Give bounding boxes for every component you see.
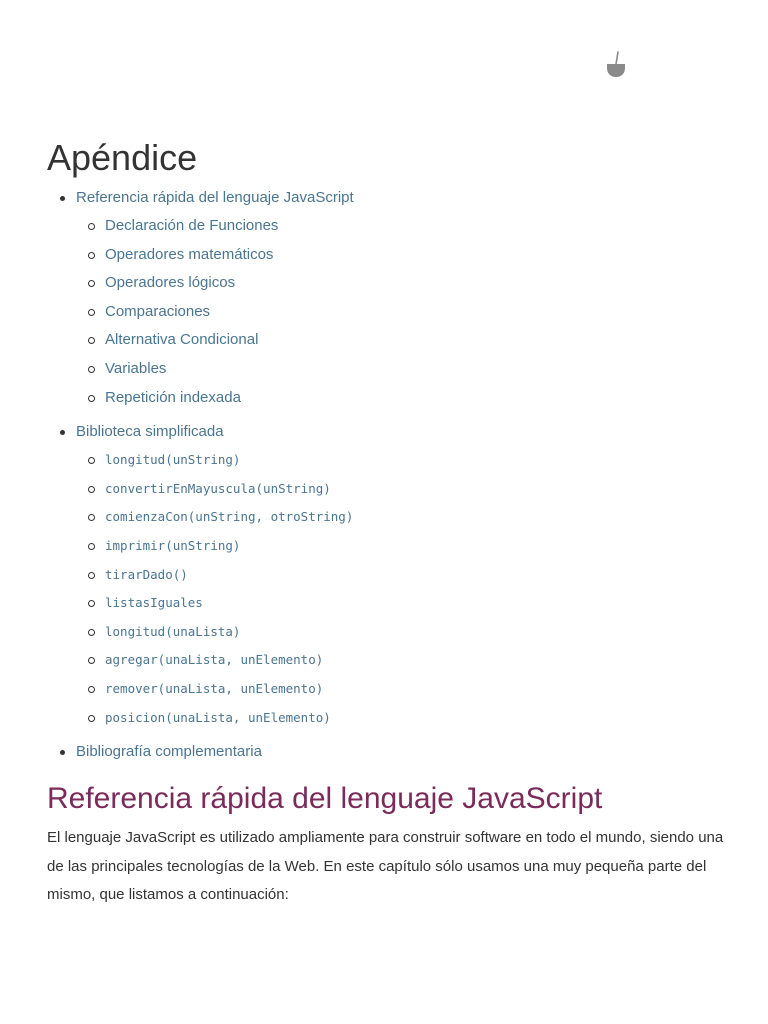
toc-sublist-javascript-reference xyxy=(76,212,727,412)
toc-link-operadores-matematicos[interactable]: Operadores matemáticos xyxy=(105,245,274,263)
list-item xyxy=(76,446,727,475)
mate-gourd-icon xyxy=(604,50,628,80)
list-item xyxy=(76,241,727,270)
list-item xyxy=(76,298,727,327)
list-item xyxy=(76,675,727,704)
toc-link-alternativa-condicional[interactable]: Alternativa Condicional xyxy=(105,331,259,349)
list-item xyxy=(76,589,727,618)
page-title: Apéndice xyxy=(47,137,198,178)
list-item xyxy=(76,326,727,355)
main-content xyxy=(47,136,727,910)
list-item xyxy=(76,384,727,413)
toc-item-javascript-reference xyxy=(47,184,727,412)
list-item xyxy=(76,618,727,647)
toc-item-bibliografia xyxy=(47,738,727,766)
toc-link-declaracion-funciones[interactable]: Declaración de Funciones xyxy=(105,217,279,234)
toc-link-tirar-dado[interactable]: tirarDado() xyxy=(105,566,188,582)
list-item xyxy=(76,561,727,590)
toc-link-agregar[interactable]: agregar(unaLista, unElemento) xyxy=(105,652,324,668)
list-item xyxy=(76,646,727,675)
list-item xyxy=(76,532,727,561)
toc-link-repeticion-indexada[interactable]: Repetición indexada xyxy=(105,388,241,406)
list-item xyxy=(76,503,727,532)
toc-link-biblioteca-simplificada[interactable]: Biblioteca simplificada xyxy=(76,423,224,441)
toc-link-comparaciones[interactable]: Comparaciones xyxy=(105,302,211,320)
toc-link-posicion[interactable]: posicion(unaLista, unElemento) xyxy=(105,709,331,725)
list-item xyxy=(76,212,727,241)
toc-link-bibliografia[interactable]: Bibliografía complementaria xyxy=(76,743,262,761)
toc-link-remover[interactable]: remover(unaLista, unElemento) xyxy=(105,680,324,696)
section-paragraph: El lenguaje JavaScript es utilizado ampliamente para construir software en todo el mundo, siendo una de las principales tecnologías de la Web. En este capítulo sólo usamos una muy pequeña parte del mismo, que listamos a continuación: xyxy=(47,829,724,904)
toc-link-listas-iguales[interactable]: listasIguales xyxy=(105,595,203,611)
toc-link-javascript-reference[interactable]: Referencia rápida del lenguaje JavaScript xyxy=(76,189,354,206)
toc-sublist-biblioteca-simplificada xyxy=(76,446,727,732)
toc-link-longitud-string[interactable]: longitud(unString) xyxy=(105,452,241,468)
list-item xyxy=(76,475,727,504)
list-item xyxy=(76,269,727,298)
toc-link-longitud-lista[interactable]: longitud(unaLista) xyxy=(105,623,241,639)
list-item xyxy=(76,355,727,384)
toc-link-imprimir[interactable]: imprimir(unString) xyxy=(105,537,241,553)
toc-link-convertir-mayuscula[interactable]: convertirEnMayuscula(unString) xyxy=(105,480,331,496)
toc-item-biblioteca-simplificada xyxy=(47,418,727,732)
section-heading: Referencia rápida del lenguaje JavaScript xyxy=(47,782,603,816)
list-item xyxy=(76,704,727,733)
table-of-contents xyxy=(47,184,727,766)
toc-link-comienza-con[interactable]: comienzaCon(unString, otroString) xyxy=(105,509,354,525)
toc-link-variables[interactable]: Variables xyxy=(105,359,167,377)
toc-link-operadores-logicos[interactable]: Operadores lógicos xyxy=(105,274,236,292)
